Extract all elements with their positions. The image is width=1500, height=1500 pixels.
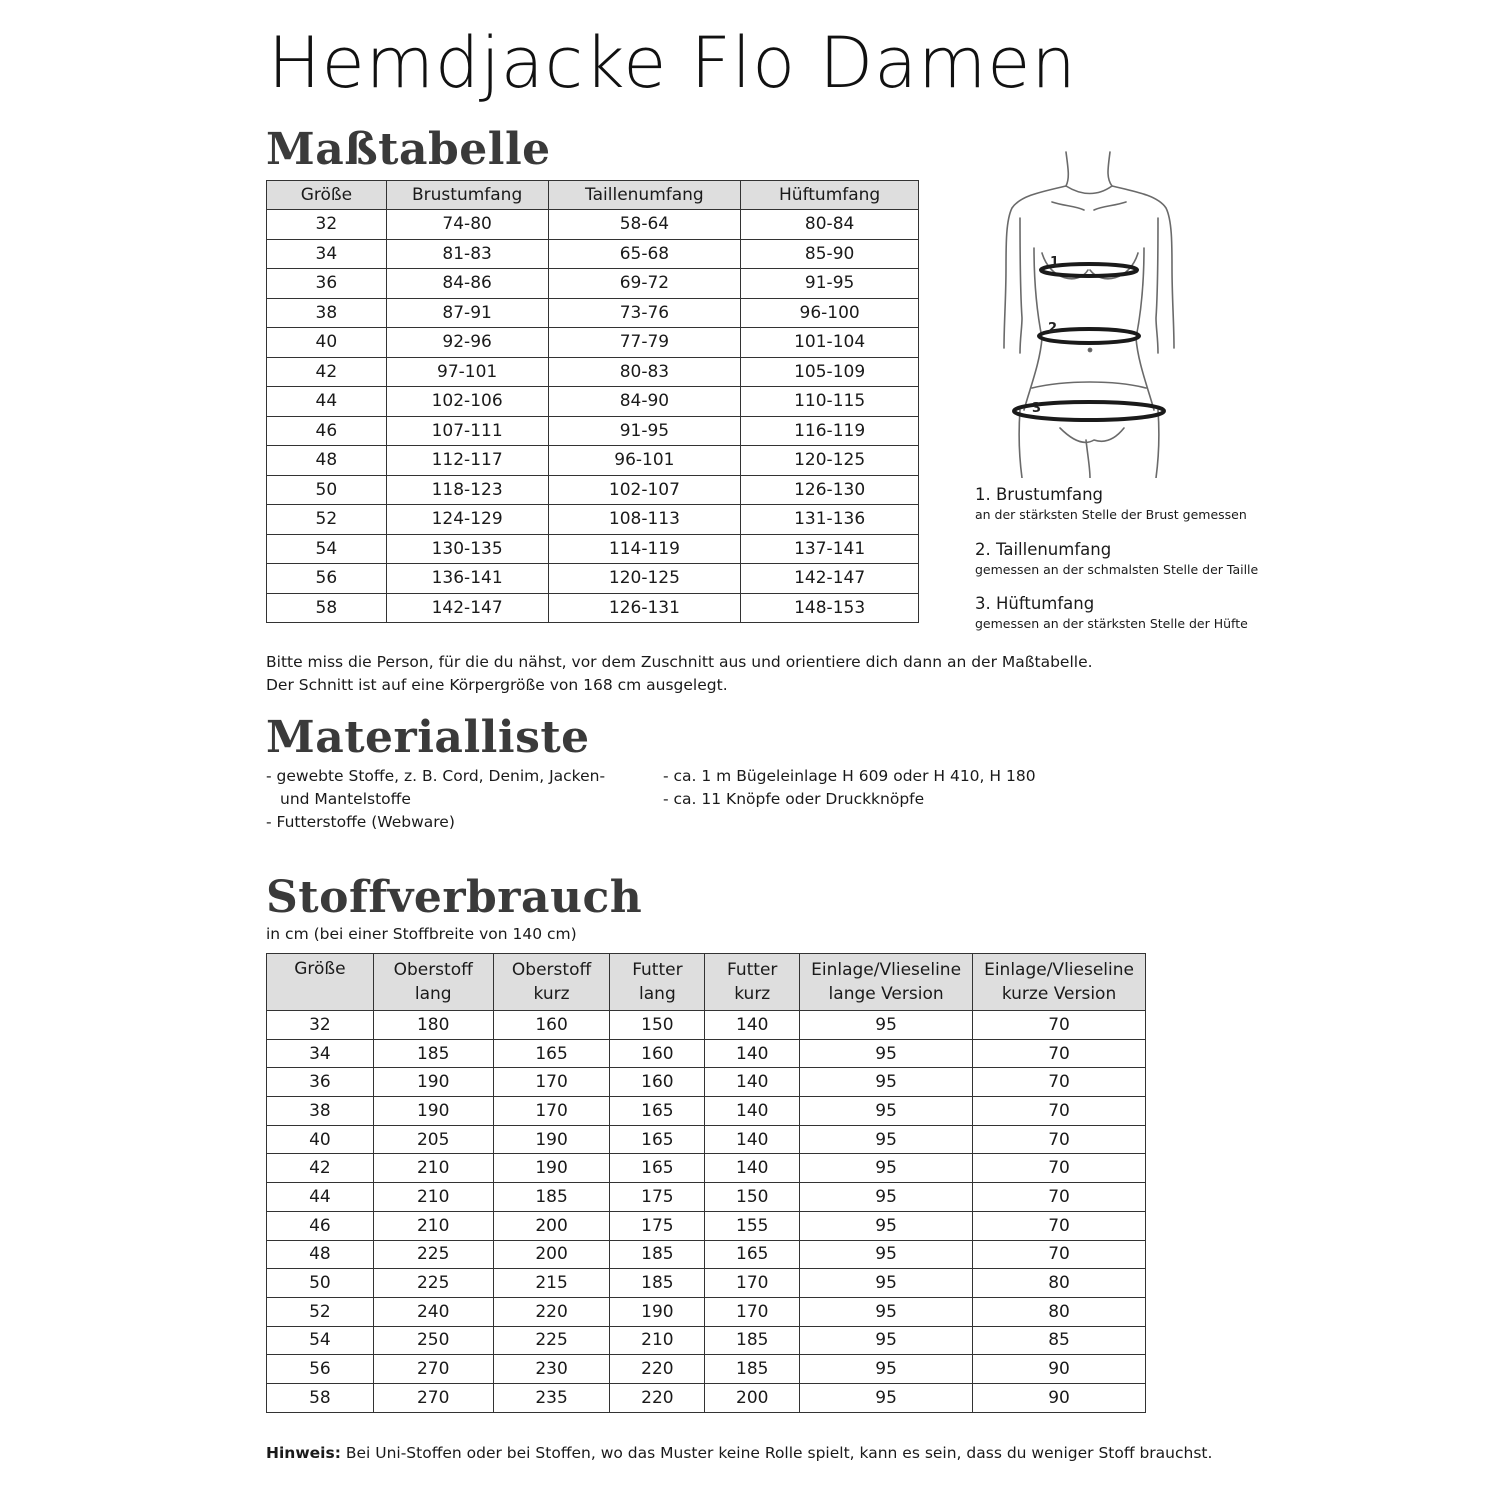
size-chart-row (267, 298, 919, 328)
fabric-usage-cell: 225 (373, 1269, 493, 1298)
fabric-usage-cell: 80 (973, 1269, 1146, 1298)
fabric-usage-col-header-line2: lang (639, 984, 676, 1004)
fabric-usage-cell: 48 (267, 1240, 374, 1269)
fabric-usage-cell: 95 (800, 1355, 973, 1384)
size-chart-row (267, 564, 919, 594)
materials-left-line2: und Mantelstoffe (280, 790, 411, 808)
size-chart-note-line1: Bitte miss die Person, für die du nähst, vor dem Zuschnitt aus und orientiere dich dann an der Maßtabelle. (266, 653, 1093, 671)
fabric-usage-row (267, 1125, 1146, 1154)
fabric-usage-cell: 58 (267, 1383, 374, 1412)
fabric-usage-col-header-line1: Größe (294, 959, 346, 979)
fabric-usage-cell: 165 (705, 1240, 800, 1269)
fabric-usage-row (267, 1039, 1146, 1068)
size-chart-cell: 77-79 (548, 328, 741, 358)
fabric-usage-col-header (267, 954, 374, 1011)
fabric-usage-col-header-line2: lang (414, 984, 452, 1004)
size-chart-cell: 142-147 (741, 564, 919, 594)
size-chart-cell: 36 (267, 269, 387, 299)
size-chart-cell: 81-83 (386, 239, 548, 269)
fabric-usage-header-row (267, 954, 1146, 1011)
fabric-usage-col-header (800, 954, 973, 1011)
fabric-usage-row (267, 1383, 1146, 1412)
fabric-usage-cell: 140 (705, 1154, 800, 1183)
fabric-usage-cell: 150 (610, 1011, 705, 1040)
fabric-usage-col-header-line1: Einlage/Vlieseline (811, 960, 962, 980)
size-chart-header-row (267, 181, 919, 210)
fabric-usage-cell: 90 (973, 1383, 1146, 1412)
size-chart-row (267, 239, 919, 269)
fabric-usage-col-header-line1: Oberstoff (393, 960, 473, 980)
fabric-usage-cell: 215 (493, 1269, 610, 1298)
hint-text: Bei Uni-Stoffen oder bei Stoffen, wo das Muster keine Rolle spielt, kann es sein, dass du weniger Stoff brauchst. (340, 1444, 1213, 1462)
fabric-usage-cell: 235 (493, 1383, 610, 1412)
page-title: Hemdjacke Flo Damen (268, 22, 1077, 104)
fabric-usage-row (267, 1269, 1146, 1298)
fabric-usage-cell: 170 (705, 1297, 800, 1326)
size-chart-table (266, 180, 919, 623)
size-chart-cell: 84-90 (548, 387, 741, 417)
fabric-usage-cell: 70 (973, 1240, 1146, 1269)
size-chart-cell: 58-64 (548, 210, 741, 240)
size-chart-row (267, 387, 919, 417)
size-chart-cell: 124-129 (386, 505, 548, 535)
fabric-usage-cell: 220 (610, 1355, 705, 1384)
fabric-usage-cell: 190 (373, 1068, 493, 1097)
size-chart-cell: 38 (267, 298, 387, 328)
fabric-usage-table (266, 953, 1146, 1413)
size-chart-cell: 58 (267, 593, 387, 623)
size-chart-row (267, 446, 919, 476)
fabric-usage-cell: 165 (610, 1154, 705, 1183)
legend-3-title: 3. Hüftumfang (975, 594, 1095, 613)
fabric-usage-cell: 95 (800, 1125, 973, 1154)
legend-2-sub: gemessen an der schmalsten Stelle der Taille (975, 562, 1259, 577)
fabric-usage-cell: 230 (493, 1355, 610, 1384)
fabric-usage-row (267, 1068, 1146, 1097)
fabric-usage-cell: 210 (373, 1183, 493, 1212)
fabric-usage-row (267, 1183, 1146, 1212)
fabric-usage-row (267, 1297, 1146, 1326)
fabric-usage-col-header-line1: Futter (632, 960, 683, 980)
fabric-usage-cell: 200 (493, 1211, 610, 1240)
fabric-usage-cell: 95 (800, 1068, 973, 1097)
fabric-usage-cell: 190 (373, 1097, 493, 1126)
size-chart-col-header: Brustumfang (386, 181, 548, 210)
fabric-usage-cell: 34 (267, 1039, 374, 1068)
size-chart-cell: 136-141 (386, 564, 548, 594)
fabric-usage-cell: 190 (493, 1125, 610, 1154)
size-chart-cell: 130-135 (386, 534, 548, 564)
size-chart-cell: 120-125 (548, 564, 741, 594)
fabric-usage-cell: 95 (800, 1269, 973, 1298)
fabric-usage-cell: 140 (705, 1068, 800, 1097)
fabric-usage-cell: 175 (610, 1211, 705, 1240)
fabric-usage-cell: 70 (973, 1011, 1146, 1040)
measurement-lines (1014, 264, 1164, 420)
size-chart-cell: 108-113 (548, 505, 741, 535)
body-measurement-diagram (990, 148, 1190, 478)
size-chart-cell: 142-147 (386, 593, 548, 623)
size-chart-cell: 96-100 (741, 298, 919, 328)
fabric-usage-cell: 185 (610, 1269, 705, 1298)
fabric-usage-cell: 95 (800, 1326, 973, 1355)
fabric-usage-heading: Stoffverbrauch (266, 872, 643, 923)
fabric-usage-cell: 185 (705, 1355, 800, 1384)
body-outline-icon (1004, 152, 1174, 478)
fabric-usage-cell: 270 (373, 1355, 493, 1384)
fabric-usage-cell: 190 (610, 1297, 705, 1326)
size-chart-cell: 137-141 (741, 534, 919, 564)
fabric-usage-col-header (493, 954, 610, 1011)
fabric-usage-cell: 170 (493, 1068, 610, 1097)
materials-heading: Materialliste (266, 712, 590, 763)
size-chart-row (267, 593, 919, 623)
fabric-usage-cell: 95 (800, 1011, 973, 1040)
materials-left-line3: - Futterstoffe (Webware) (266, 813, 455, 831)
size-chart-row (267, 357, 919, 387)
size-chart-cell: 112-117 (386, 446, 548, 476)
fabric-usage-cell: 225 (493, 1326, 610, 1355)
fabric-usage-cell: 38 (267, 1097, 374, 1126)
fabric-usage-cell: 40 (267, 1125, 374, 1154)
fabric-usage-cell: 210 (373, 1211, 493, 1240)
fabric-usage-cell: 160 (610, 1039, 705, 1068)
fabric-usage-cell: 220 (493, 1297, 610, 1326)
size-chart-row (267, 269, 919, 299)
fabric-usage-col-header (973, 954, 1146, 1011)
fabric-usage-cell: 140 (705, 1011, 800, 1040)
fabric-usage-cell: 52 (267, 1297, 374, 1326)
fabric-usage-cell: 240 (373, 1297, 493, 1326)
fabric-usage-cell: 95 (800, 1297, 973, 1326)
fabric-usage-col-header-line1: Oberstoff (511, 960, 592, 980)
fabric-usage-cell: 140 (705, 1039, 800, 1068)
fabric-usage-col-header (373, 954, 493, 1011)
fabric-usage-cell: 185 (705, 1326, 800, 1355)
fabric-usage-row (267, 1355, 1146, 1384)
fabric-usage-col-header-line1: Einlage/Vlieseline (984, 960, 1134, 980)
fabric-usage-cell: 70 (973, 1039, 1146, 1068)
size-chart-cell: 65-68 (548, 239, 741, 269)
size-chart-col-header: Hüftumfang (741, 181, 919, 210)
fabric-usage-cell: 205 (373, 1125, 493, 1154)
size-chart-cell: 50 (267, 475, 387, 505)
fabric-usage-row (267, 1240, 1146, 1269)
fabric-usage-cell: 160 (493, 1011, 610, 1040)
hint-label: Hinweis: (266, 1444, 341, 1462)
size-chart-cell: 120-125 (741, 446, 919, 476)
fabric-usage-cell: 170 (705, 1269, 800, 1298)
size-chart-row (267, 475, 919, 505)
size-chart-cell: 46 (267, 416, 387, 446)
fabric-usage-col-header (610, 954, 705, 1011)
size-chart-cell: 116-119 (741, 416, 919, 446)
legend-1-sub: an der stärksten Stelle der Brust gemessen (975, 507, 1247, 522)
fabric-usage-cell: 42 (267, 1154, 374, 1183)
size-chart-cell: 110-115 (741, 387, 919, 417)
fabric-usage-cell: 95 (800, 1383, 973, 1412)
size-chart-col-header: Größe (267, 181, 387, 210)
fabric-usage-cell: 95 (800, 1039, 973, 1068)
fabric-usage-cell: 95 (800, 1097, 973, 1126)
fabric-usage-cell: 95 (800, 1240, 973, 1269)
fabric-usage-col-header-line2: kurz (734, 984, 771, 1004)
size-chart-cell: 107-111 (386, 416, 548, 446)
fabric-usage-cell: 54 (267, 1326, 374, 1355)
fabric-usage-cell: 36 (267, 1068, 374, 1097)
size-chart-cell: 102-107 (548, 475, 741, 505)
fabric-usage-cell: 56 (267, 1355, 374, 1384)
fabric-usage-cell: 70 (973, 1183, 1146, 1212)
fabric-usage-cell: 210 (610, 1326, 705, 1355)
fabric-usage-row (267, 1154, 1146, 1183)
size-chart-row (267, 505, 919, 535)
fabric-usage-cell: 44 (267, 1183, 374, 1212)
fabric-usage-cell: 95 (800, 1211, 973, 1240)
fabric-usage-cell: 70 (973, 1211, 1146, 1240)
size-chart-row (267, 210, 919, 240)
size-chart-cell: 74-80 (386, 210, 548, 240)
fabric-usage-cell: 165 (610, 1097, 705, 1126)
size-chart-cell: 91-95 (741, 269, 919, 299)
size-chart-cell: 101-104 (741, 328, 919, 358)
size-chart-cell: 118-123 (386, 475, 548, 505)
fabric-usage-cell: 170 (493, 1097, 610, 1126)
fabric-usage-cell: 185 (610, 1240, 705, 1269)
fabric-usage-cell: 46 (267, 1211, 374, 1240)
marker-3: 3 (1032, 401, 1042, 416)
size-chart-cell: 80-84 (741, 210, 919, 240)
fabric-usage-row (267, 1011, 1146, 1040)
fabric-usage-cell: 165 (610, 1125, 705, 1154)
size-chart-cell: 42 (267, 357, 387, 387)
size-chart-cell: 69-72 (548, 269, 741, 299)
size-chart-cell: 96-101 (548, 446, 741, 476)
materials-right-line1: - ca. 1 m Bügeleinlage H 609 oder H 410, H 180 (663, 767, 1036, 785)
fabric-usage-cell: 140 (705, 1097, 800, 1126)
size-chart-cell: 84-86 (386, 269, 548, 299)
size-chart-cell: 126-130 (741, 475, 919, 505)
size-chart-cell: 102-106 (386, 387, 548, 417)
legend-3-sub: gemessen an der stärksten Stelle der Hüfte (975, 616, 1248, 631)
fabric-usage-cell: 210 (373, 1154, 493, 1183)
size-chart-cell: 85-90 (741, 239, 919, 269)
fabric-usage-cell: 160 (610, 1068, 705, 1097)
fabric-usage-row (267, 1097, 1146, 1126)
fabric-usage-col-header-line2: lange Version (828, 984, 944, 1004)
fabric-usage-cell: 180 (373, 1011, 493, 1040)
legend-1-title: 1. Brustumfang (975, 485, 1103, 504)
fabric-usage-body (267, 1011, 1146, 1413)
size-chart-cell: 56 (267, 564, 387, 594)
fabric-usage-cell: 70 (973, 1068, 1146, 1097)
size-chart-cell: 80-83 (548, 357, 741, 387)
size-chart-body (267, 210, 919, 623)
fabric-usage-row (267, 1211, 1146, 1240)
size-chart-note-line2: Der Schnitt ist auf eine Körpergröße von 168 cm ausgelegt. (266, 676, 728, 694)
fabric-usage-cell: 50 (267, 1269, 374, 1298)
size-chart-cell: 34 (267, 239, 387, 269)
fabric-usage-cell: 90 (973, 1355, 1146, 1384)
fabric-usage-cell: 270 (373, 1383, 493, 1412)
size-chart-cell: 91-95 (548, 416, 741, 446)
size-chart-cell: 54 (267, 534, 387, 564)
size-chart-cell: 97-101 (386, 357, 548, 387)
fabric-usage-cell: 95 (800, 1154, 973, 1183)
size-chart-heading: Maßtabelle (266, 124, 551, 175)
fabric-usage-cell: 200 (493, 1240, 610, 1269)
size-chart-cell: 105-109 (741, 357, 919, 387)
size-chart-row (267, 534, 919, 564)
fabric-usage-cell: 95 (800, 1183, 973, 1212)
materials-left-line1: - gewebte Stoffe, z. B. Cord, Denim, Jacken- (266, 767, 606, 785)
fabric-usage-col-header-line1: Futter (727, 960, 778, 980)
marker-2: 2 (1048, 321, 1058, 336)
fabric-usage-cell: 250 (373, 1326, 493, 1355)
size-chart-cell: 126-131 (548, 593, 741, 623)
fabric-usage-cell: 175 (610, 1183, 705, 1212)
fabric-usage-cell: 70 (973, 1154, 1146, 1183)
size-chart-col-header: Taillenumfang (548, 181, 741, 210)
fabric-usage-cell: 185 (493, 1183, 610, 1212)
fabric-usage-cell: 165 (493, 1039, 610, 1068)
fabric-usage-col-header-line2: kurz (533, 984, 570, 1004)
fabric-usage-cell: 70 (973, 1097, 1146, 1126)
size-chart-row (267, 416, 919, 446)
size-chart-cell: 148-153 (741, 593, 919, 623)
fabric-usage-cell: 150 (705, 1183, 800, 1212)
size-chart-cell: 48 (267, 446, 387, 476)
legend-2-title: 2. Taillenumfang (975, 540, 1112, 559)
fabric-usage-subheading: in cm (bei einer Stoffbreite von 140 cm) (266, 925, 577, 943)
fabric-usage-cell: 220 (610, 1383, 705, 1412)
size-chart-row (267, 328, 919, 358)
fabric-usage-cell: 185 (373, 1039, 493, 1068)
fabric-usage-row (267, 1326, 1146, 1355)
marker-1: 1 (1050, 255, 1060, 270)
fabric-usage-cell: 70 (973, 1125, 1146, 1154)
size-chart-cell: 32 (267, 210, 387, 240)
fabric-usage-cell: 32 (267, 1011, 374, 1040)
size-chart-cell: 52 (267, 505, 387, 535)
size-chart-cell: 131-136 (741, 505, 919, 535)
fabric-usage-cell: 85 (973, 1326, 1146, 1355)
size-chart-cell: 87-91 (386, 298, 548, 328)
fabric-usage-cell: 80 (973, 1297, 1146, 1326)
size-chart-cell: 92-96 (386, 328, 548, 358)
fabric-usage-cell: 190 (493, 1154, 610, 1183)
fabric-usage-cell: 200 (705, 1383, 800, 1412)
fabric-usage-col-header (705, 954, 800, 1011)
fabric-usage-cell: 155 (705, 1211, 800, 1240)
size-chart-cell: 73-76 (548, 298, 741, 328)
size-chart-cell: 40 (267, 328, 387, 358)
size-chart-cell: 44 (267, 387, 387, 417)
hint-note (266, 1444, 1212, 1462)
fabric-usage-cell: 225 (373, 1240, 493, 1269)
fabric-usage-col-header-line2: kurze Version (1001, 984, 1117, 1004)
fabric-usage-cell: 140 (705, 1125, 800, 1154)
size-chart-cell: 114-119 (548, 534, 741, 564)
materials-right-line2: - ca. 11 Knöpfe oder Druckknöpfe (663, 790, 925, 808)
